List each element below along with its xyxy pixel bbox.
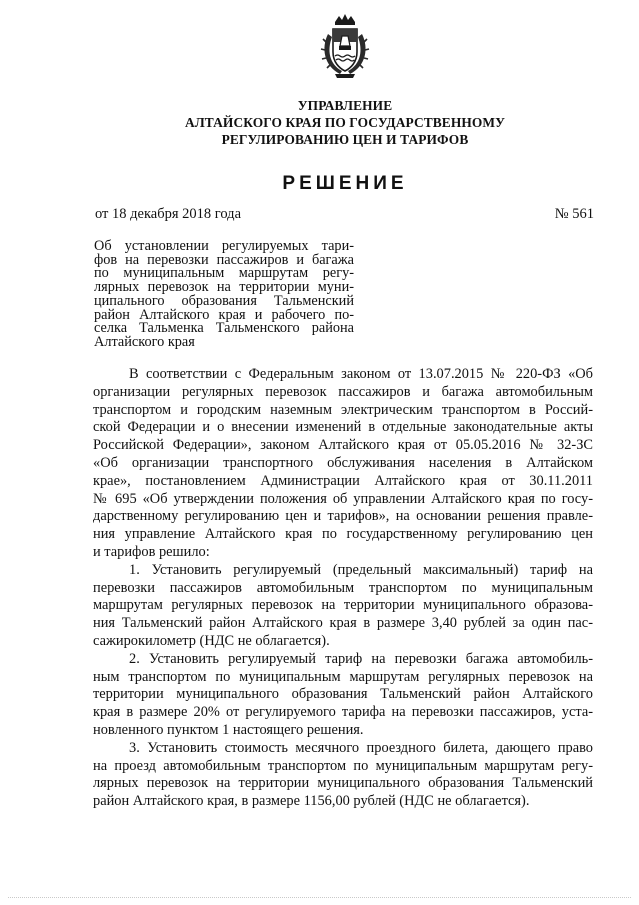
org-line: РЕГУЛИРОВАНИЮ ЦЕН И ТАРИФОВ	[221, 132, 469, 147]
subject-line: по муниципальным маршрутам регу-	[94, 265, 354, 282]
subject-line: Алтайского края	[94, 333, 195, 350]
body-line: новленного пунктом 1 настоящего решения.	[93, 721, 364, 738]
body-line: перевозки пассажиров автомобильным транспортом по муниципальным	[93, 579, 593, 596]
body-line: ской Федерации и о внесении изменений в отдельные законодательные акты	[93, 419, 593, 436]
body-line: В соответствии с Федеральным законом от 13.07.2015 № 220-ФЗ «Об	[129, 366, 593, 382]
body-line: организации регулярных перевозок пассажиров и багажа автомобильным	[93, 383, 593, 400]
body-line: крае», постановлением Администрации Алтайского края от 30.11.2011	[93, 472, 593, 489]
body-line: территории муниципального образования Тальменский район Алтайского	[93, 686, 593, 703]
subject-line: фов на перевозки пассажиров и багажа	[94, 251, 354, 268]
subject-line: лярных перевозок на территории муни-	[94, 279, 354, 296]
document-body	[93, 366, 593, 811]
body-line: транспортом и городским наземным электрическим транспортом в Россий-	[93, 401, 593, 418]
body-line: район Алтайского края, в размере 1156,00 рублей (НДС не облагается).	[93, 793, 530, 810]
body-line: на проезд автомобильным транспортом по муниципальным маршрутам регу-	[93, 757, 593, 774]
body-line: маршрутам регулярных перевозок на территории муниципального образова-	[93, 597, 593, 614]
body-line: ния Тальменский район Алтайского края в размере 3,40 рублей за один пас-	[93, 615, 593, 632]
body-line: ным транспортом по муниципальным маршрутам регулярных перевозок на	[93, 668, 593, 685]
subject-line: ципального образования Тальменский	[94, 292, 354, 309]
document-date: от 18 декабря 2018 года	[95, 206, 241, 222]
page-edge-divider	[8, 897, 631, 898]
org-line: УПРАВЛЕНИЕ	[297, 98, 393, 113]
body-line: «Об организации транспортного обслуживания населения в Алтайском	[93, 454, 593, 471]
body-line: 3. Установить стоимость месячного проездного билета, дающего право	[129, 739, 593, 756]
body-line: сажирокилометр (НДС не облагается).	[93, 632, 330, 649]
body-line: ния управление Алтайского края по государственному регулированию цен	[93, 526, 593, 543]
subject-line: селка Тальменка Тальменского района	[94, 320, 354, 337]
body-line: 1. Установить регулируемый (предельный максимальный) тариф на	[129, 561, 593, 578]
subject-line: район Алтайского края и рабочего по-	[94, 306, 354, 323]
subject-line: Об установлении регулируемых тари-	[94, 238, 354, 254]
body-line: Российской Федерации», законом Алтайского края от 05.05.2016 № 32-ЗС	[93, 437, 593, 454]
body-line: дарственному регулированию цен и тарифов», на основании решения правле-	[93, 508, 593, 525]
organization-name	[110, 97, 580, 148]
body-line: лярных перевозок на территории муниципального образования Тальменский	[93, 775, 593, 792]
body-line: и тарифов решило:	[93, 543, 210, 560]
body-line: № 695 «Об утверждении положения об управлении Алтайского края по госу-	[93, 490, 593, 507]
body-line: 2. Установить регулируемый тариф на перевозки багажа автомобиль-	[129, 650, 593, 667]
body-line: края в размере 20% от регулируемого тарифа на перевозки пассажиров, уста-	[93, 704, 593, 721]
document-type: РЕШЕНИЕ	[282, 173, 408, 194]
document-number: № 561	[554, 206, 594, 222]
coat-of-arms-icon	[318, 12, 372, 82]
org-line: АЛТАЙСКОГО КРАЯ ПО ГОСУДАРСТВЕННОМУ	[184, 115, 506, 130]
document-subject	[94, 240, 354, 350]
